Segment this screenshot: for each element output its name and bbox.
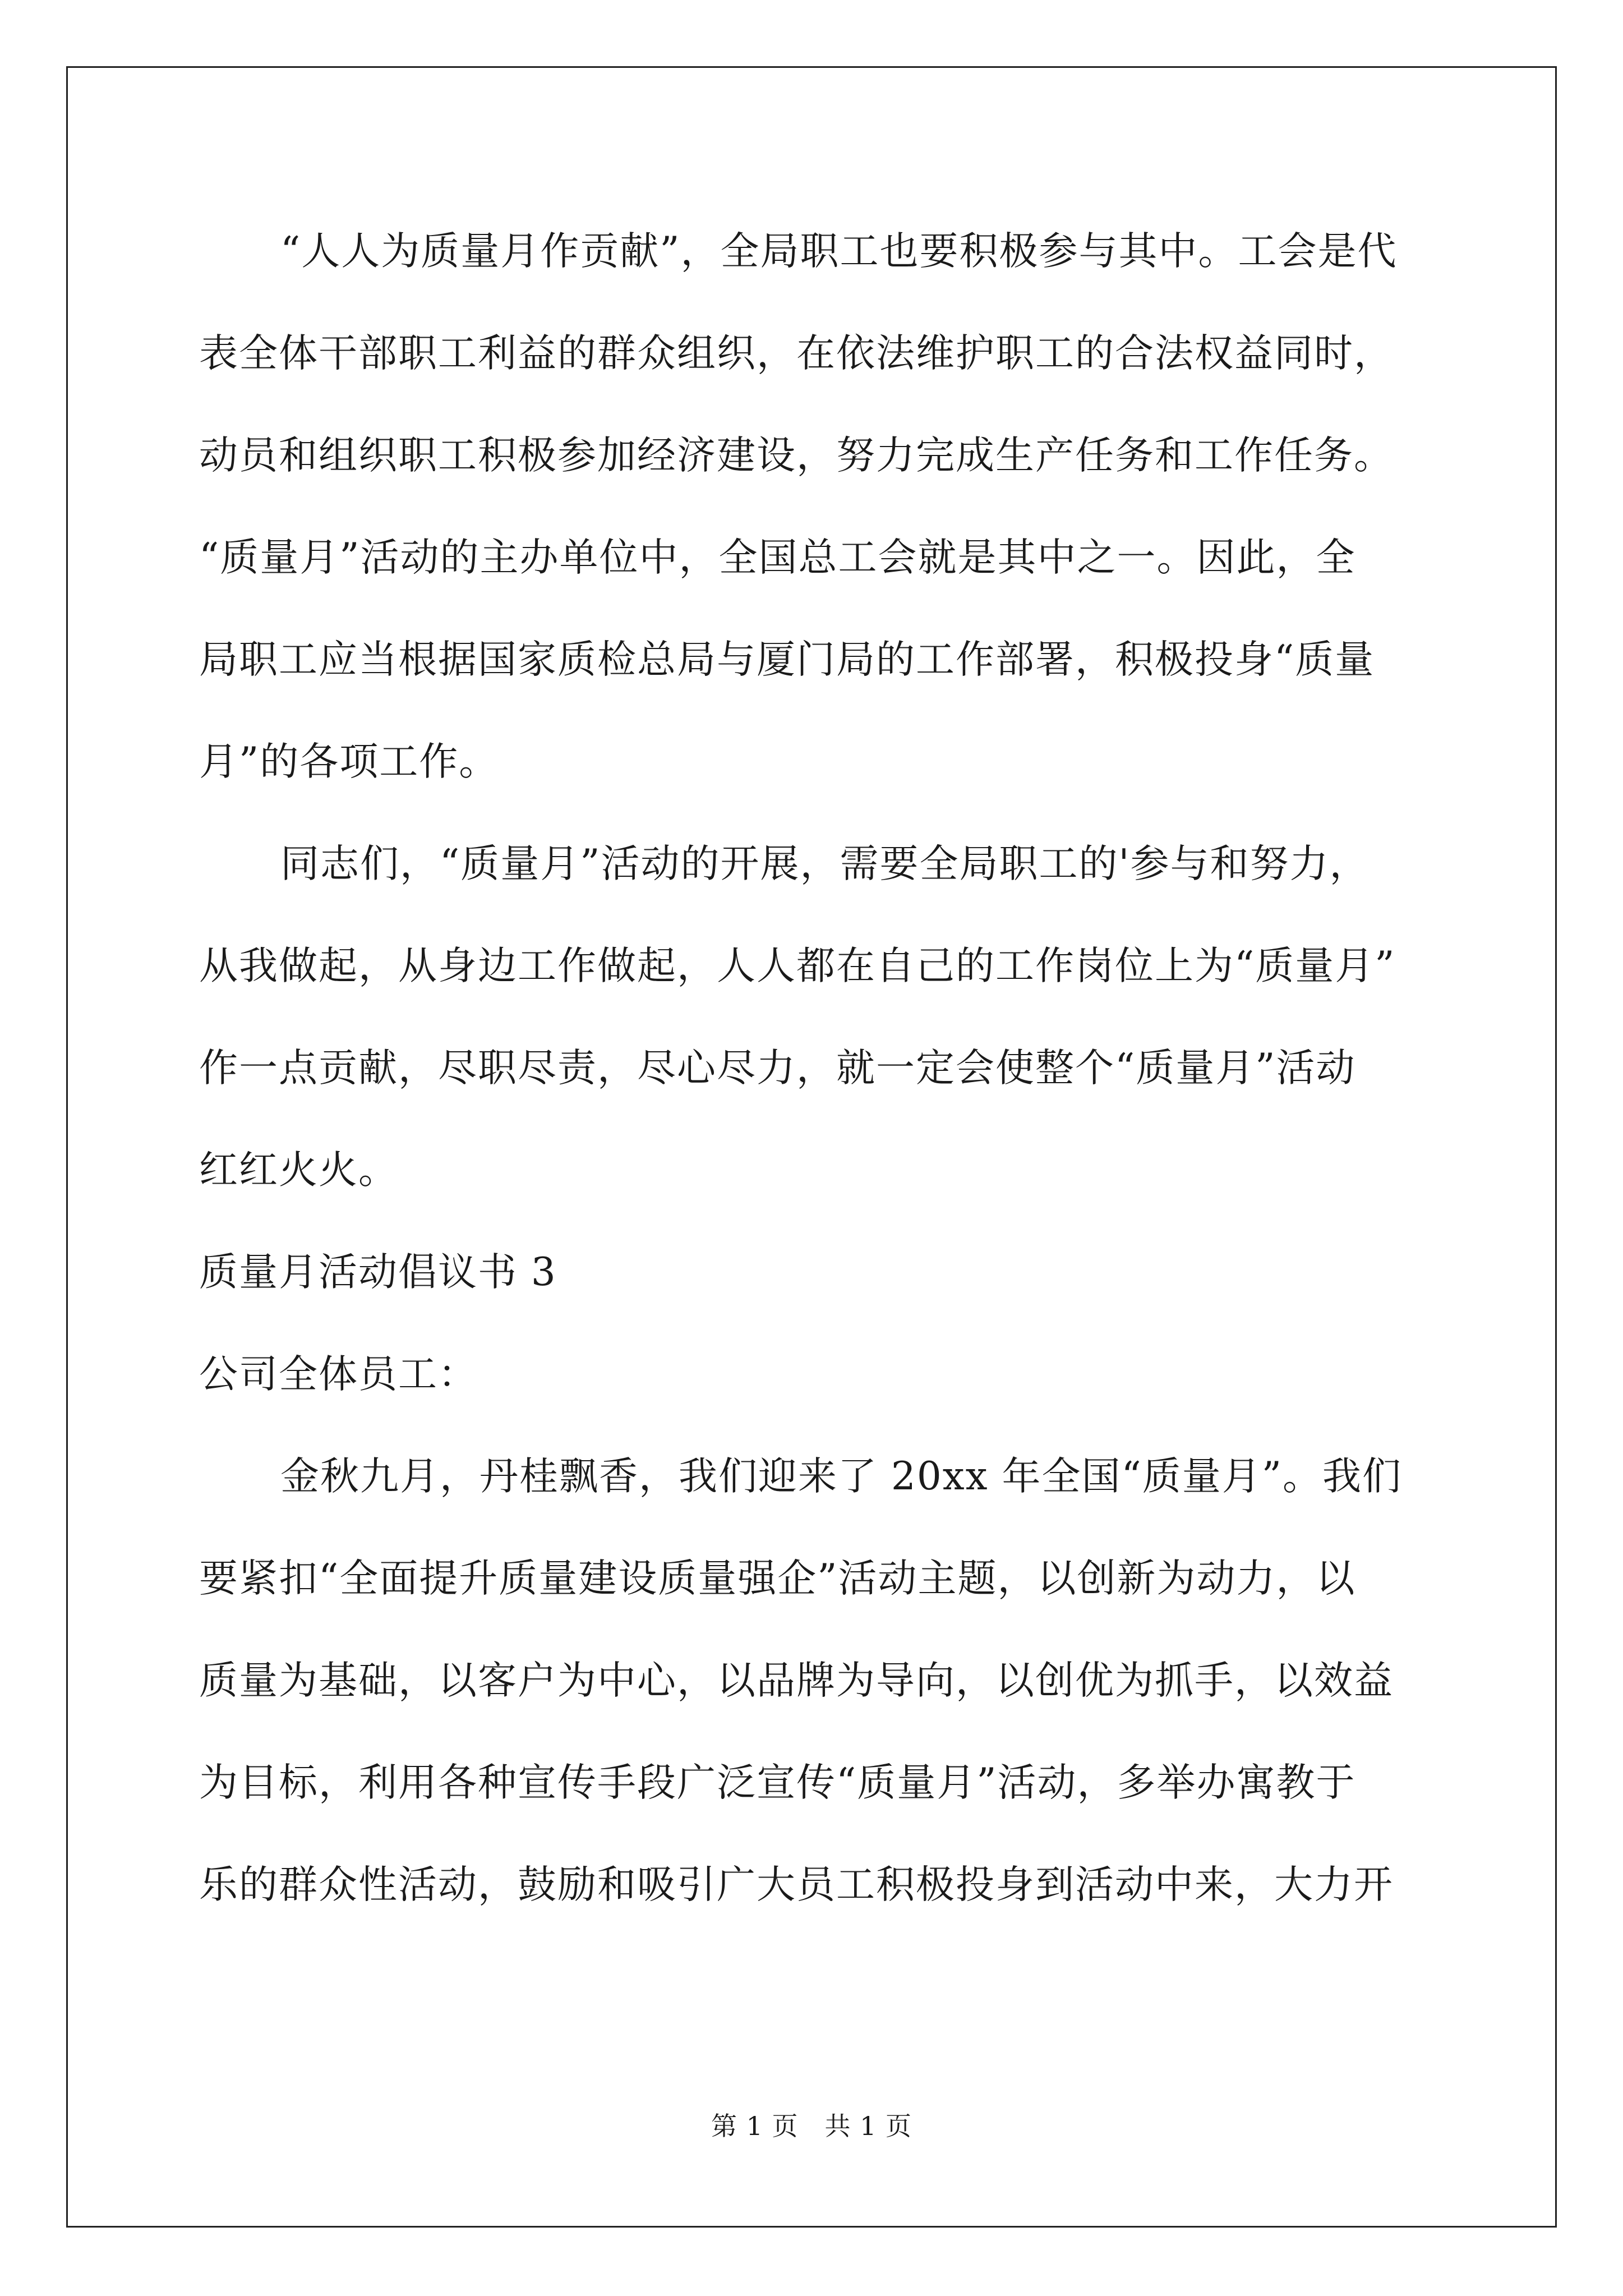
paragraph-line: “人人为质量月作贡献”，全局职工也要积极参与其中。工会是代 [280,229,1398,274]
paragraph-line: 红红火火。 [199,1148,398,1193]
page-number-footer: 第 1 页 共 1 页 [711,2111,912,2141]
paragraph-line: 动员和组织职工积极参加经济建设，努力完成生产任务和工作任务。 [199,433,1394,478]
paragraph-line: 局职工应当根据国家质检总局与厦门局的工作部署，积极投身“质量 [199,637,1375,682]
paragraph-line: 月”的各项工作。 [199,739,499,784]
paragraph-line: 质量为基础，以客户为中心，以品牌为导向，以创优为抓手，以效益 [199,1658,1394,1703]
paragraph-line: 表全体干部职工利益的群众组织，在依法维护职工的合法权益同时， [199,331,1394,376]
paragraph-line: 为目标，利用各种宣传手段广泛宣传“质量月”活动，多举办寓教于 [199,1760,1356,1805]
paragraph-line: 同志们，“质量月”活动的开展，需要全局职工的'参与和努力， [280,841,1370,886]
paragraph-line: 乐的群众性活动，鼓励和吸引广大员工积极投身到活动中来，大力开 [199,1862,1394,1907]
paragraph-line: 要紧扣“全面提升质量建设质量强企”活动主题，以创新为动力，以 [199,1556,1356,1601]
paragraph-line: 金秋九月，丹桂飘香，我们迎来了 20xx 年全国“质量月”。我们 [280,1454,1403,1499]
paragraph-line: 从我做起，从身边工作做起，人人都在自己的工作岗位上为“质量月” [199,944,1396,988]
paragraph-line: 作一点贡献，尽职尽责，尽心尽力，就一定会使整个“质量月”活动 [199,1046,1356,1091]
salutation: 公司全体员工： [199,1352,478,1397]
section-heading: 质量月活动倡议书 3 [199,1250,557,1295]
paragraph-line: “质量月”活动的主办单位中，全国总工会就是其中之一。因此，全 [199,535,1356,580]
